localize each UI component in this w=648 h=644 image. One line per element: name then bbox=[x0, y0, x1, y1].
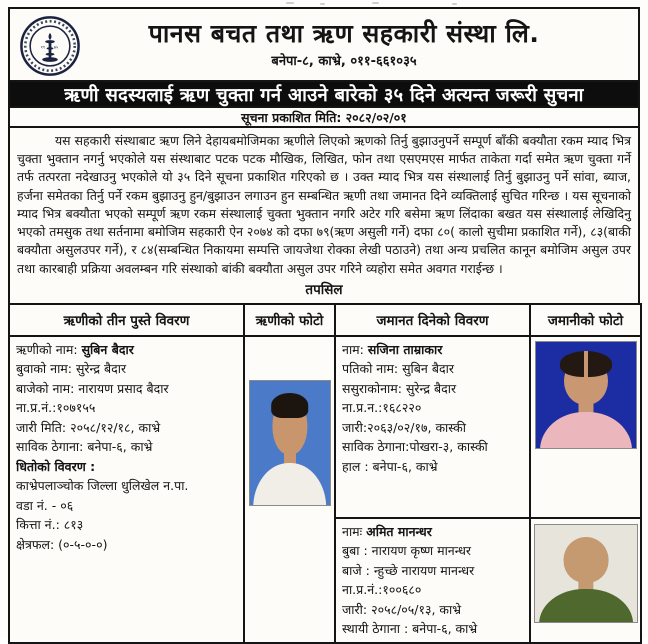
detail-value: सुरेन्द्र बैदार bbox=[405, 380, 457, 396]
detail-label: जारी: bbox=[342, 601, 372, 617]
borrower-guarantor-table bbox=[8, 303, 642, 644]
detail-line bbox=[342, 580, 523, 600]
borrower-photo bbox=[249, 380, 331, 506]
detail-label: जारी: bbox=[342, 419, 368, 435]
detail-label: बुबा : bbox=[342, 543, 372, 559]
detail-label: पतिको नाम: bbox=[342, 361, 403, 377]
detail-value: सजिना ताम्राकार bbox=[367, 341, 443, 357]
detail-value: सुबिन बैदार bbox=[81, 341, 134, 357]
detail-value: २०५८/१२/१८, काभ्रे bbox=[70, 419, 161, 435]
detail-label: ससुराकोनाम: bbox=[342, 380, 406, 396]
detail-label: ना.प्र.नं.: bbox=[342, 582, 383, 598]
detail-label: हाल : bbox=[342, 458, 373, 474]
detail-line bbox=[342, 359, 523, 379]
borrower-details-cell bbox=[9, 336, 244, 643]
detail-label: बाजे : bbox=[342, 562, 374, 578]
detail-value: क्षेत्रफल: (०-५-०-०) bbox=[16, 536, 108, 552]
detail-label: नामः bbox=[342, 523, 367, 539]
detail-label: नाम: bbox=[342, 341, 368, 357]
detail-line bbox=[342, 379, 523, 399]
portrait-shirt bbox=[540, 412, 632, 449]
svg-text:१९: १९ bbox=[40, 44, 46, 50]
detail-line bbox=[342, 619, 523, 639]
notice-headline: ऋणी सदस्यलाई ऋण चुक्ता गर्न आउने बारेको ३५ दिने अत्यन्त जरूरी सुचना bbox=[8, 80, 640, 108]
detail-line bbox=[16, 379, 237, 399]
detail-label: ना.प्र.न.: bbox=[342, 400, 383, 416]
publication-date-line: सूचना प्रकाशित मिति: २०८२/०२/०१ bbox=[8, 106, 640, 128]
detail-label: बाजेको नाम: bbox=[16, 380, 79, 396]
guarantor2-photo bbox=[534, 524, 638, 623]
guarantor2-photo-cell bbox=[530, 518, 641, 643]
detail-value: सुरेन्द्र बैदार bbox=[75, 361, 127, 377]
column-header-guarantor-photo: जमानीको फोटो bbox=[530, 304, 641, 336]
detail-value: नारायण कृष्ण मानन्धर bbox=[371, 543, 472, 559]
detail-value: पोखरा-३, कास्की bbox=[409, 439, 488, 455]
detail-value: काभ्रेपलाञ्चोक जिल्ला धुलिखेल न.पा. bbox=[16, 478, 189, 494]
detail-line bbox=[342, 437, 523, 457]
detail-label: साविक ठेगाना: bbox=[16, 439, 88, 455]
table-header-row bbox=[9, 304, 641, 336]
detail-line bbox=[16, 496, 237, 516]
detail-value: न्हुच्छे नारायण मानन्धर bbox=[373, 562, 475, 578]
detail-line bbox=[342, 398, 523, 418]
portrait-hair bbox=[560, 351, 612, 376]
guarantor2-details-cell bbox=[335, 518, 530, 643]
detail-line bbox=[16, 437, 237, 457]
notice-body-paragraph: यस सहकारी संस्थाबाट ऋण लिने देहायबमोजिमका ऋणीले लिएको ऋणको तिर्नु बुझाउनुपर्ने सम्पूर्ण बाँकी बक्यौता रकम म्याद भित्र चुक्ता भुक्तान नगर्नु भएकोले यस संस्थाबाट पटक पटक मौखिक, लिखित, फोन तथा एसएमएस मार्फत ताकेता गर्दा समेत ऋण चुक्ता गर्ने तर्फ तत्परता नदेखाउनु भएकोले यो ३५ दिने सूचना प्रकाशित गरिएको छ । उक्त म्याद भित्र यस संस्थालाई तिर्नु बुझाउनु पर्ने सांवा, ब्याज, हर्जना समेतका तिर्नु पर्ने रकम बुझाउनु हुन/बुझाउन लगाउन हुन सम्बन्धित ऋणी तथा जमानत दिने व्यक्तिलाई सुचित गरिन्छ । यस सूचनाको म्याद भित्र बक्यौता भएको सम्पूर्ण ऋण रकम संस्थालाई चुक्ता भुक्तान नगरि अटेर गरि बसेमा ऋण लिंदाका बखत यस संस्थालाई लेखिदिनु भएको तमसुक तथा सर्तनामा बमोजिम सहकारी ऐन २०७४ को दफा ७९(ऋण असुली गर्ने) दफा ८०( कालो सुचीमा प्रकाशित गर्ने), ८३(बाकी बक्यौता असुलउपर गर्ने), र ८४(सम्बन्धित निकायमा सम्पत्ति जायजेथा रोक्का लेखी पठाउने) तथा अन्य प्रचलित कानून बमोजिम असुल उपर तथा कारबाही प्रक्रिया अवलम्बन गरि संस्थाको बांकी बक्यौता असुल उपर गरिने व्यहोरा समेत अवगत गराईन्छ । bbox=[17, 133, 631, 276]
detail-value: कित्ता नं.: ८१३ bbox=[16, 517, 84, 533]
detail-value: बनेपा-६, काभ्रे bbox=[372, 458, 438, 474]
detail-line bbox=[16, 535, 237, 555]
cooperative-seal-icon bbox=[19, 15, 81, 77]
detail-line bbox=[342, 561, 523, 581]
detail-value: १६८२२० bbox=[382, 400, 422, 416]
svg-text:७५: ७५ bbox=[53, 44, 59, 50]
detail-value: नारायण प्रसाद बैदार bbox=[78, 380, 169, 396]
detail-line bbox=[16, 418, 237, 438]
column-header-borrower-photo: ऋणीको फोटो bbox=[244, 304, 335, 336]
portrait-head bbox=[564, 537, 609, 583]
detail-value: सुबिन बैदार bbox=[402, 361, 454, 377]
column-header-borrower-details: ऋणीको तीन पुस्ते विवरण bbox=[9, 304, 244, 336]
guarantor1-details-cell bbox=[335, 336, 530, 518]
detail-value: २०५८/०५/१३, काभ्रे bbox=[371, 601, 462, 617]
document-header bbox=[8, 7, 640, 82]
detail-label: स्थायी ठेगाना : bbox=[342, 621, 413, 637]
notice-document bbox=[8, 7, 640, 644]
detail-label: धितोको विवरण : bbox=[16, 458, 96, 474]
detail-line bbox=[342, 541, 523, 561]
detail-label: ऋणीको नाम: bbox=[16, 341, 82, 357]
portrait-hair bbox=[271, 393, 309, 418]
column-header-guarantor-details: जमानत दिनेको विवरण bbox=[335, 304, 530, 336]
detail-value: २०६३/०२/१७, कास्की bbox=[367, 419, 466, 435]
tapasil-heading: तपसिल bbox=[305, 281, 343, 298]
detail-label: जारी मिति: bbox=[16, 419, 71, 435]
detail-line bbox=[342, 418, 523, 438]
guarantor1-photo bbox=[535, 341, 637, 449]
portrait-shirt bbox=[253, 463, 327, 506]
detail-value: १०७१५५ bbox=[56, 400, 96, 416]
organization-address: बनेपा-८, काभ्रे, ०११-६६१०३५ bbox=[271, 54, 417, 70]
detail-label: बुवाको नाम: bbox=[16, 361, 76, 377]
notice-body-box bbox=[8, 126, 640, 305]
detail-line bbox=[342, 600, 523, 620]
detail-line bbox=[16, 476, 237, 496]
table-row bbox=[9, 336, 641, 518]
detail-line bbox=[16, 340, 237, 360]
borrower-photo-cell bbox=[244, 336, 335, 643]
detail-line bbox=[342, 340, 523, 360]
guarantor1-photo-cell bbox=[530, 336, 641, 518]
detail-value: अमित मानन्धर bbox=[366, 523, 432, 539]
detail-value: वडा नं. - ०६ bbox=[16, 497, 74, 513]
detail-line bbox=[16, 515, 237, 535]
portrait-shirt bbox=[539, 589, 633, 623]
detail-label: ना.प्र.नं.: bbox=[16, 400, 57, 416]
organization-name: पानस बचत तथा ऋण सहकारी संस्था लि. bbox=[148, 18, 540, 48]
header-text-block bbox=[109, 20, 540, 70]
detail-label: साविक ठेगाना: bbox=[342, 439, 410, 455]
detail-value: बनेपा-६, काभ्रे bbox=[412, 621, 478, 637]
detail-line bbox=[16, 359, 237, 379]
detail-line bbox=[16, 457, 237, 477]
detail-line bbox=[16, 398, 237, 418]
detail-value: बनेपा-६, काभ्रे bbox=[87, 439, 153, 455]
detail-line bbox=[342, 457, 523, 477]
detail-line bbox=[342, 522, 523, 542]
detail-value: १००६८० bbox=[382, 582, 422, 598]
